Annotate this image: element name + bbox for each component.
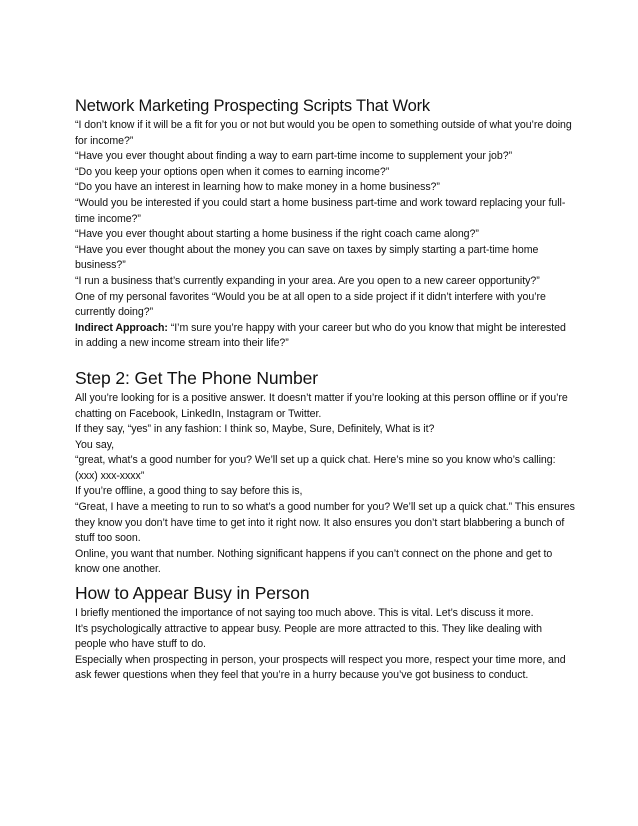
section-phone-number [75,367,575,578]
script-paragraph: “Do you keep your options open when it comes to earning income?” [75,165,390,178]
body-paragraph: If you’re offline, a good thing to say before this is, [75,485,303,498]
script-paragraph: “Have you ever thought about starting a home business if the right coach came along?” [75,228,479,241]
indirect-approach-text: “I’m sure you’re happy with your career but who do you know that might be interested in adding a new income stream into their life?” [75,321,566,350]
script-paragraph: One of my personal favorites “Would you be at all open to a side project if it didn’t interfere with you’re currently doing?” [75,290,546,319]
section-heading: Step 2: Get The Phone Number [75,367,318,388]
body-paragraph: I briefly mentioned the importance of not saying too much above. This is vital. Let’s discuss it more. [75,607,534,620]
script-paragraph: “Have you ever thought about finding a way to earn part-time income to supplement your job?” [75,150,513,163]
script-paragraph: “Have you ever thought about the money you can save on taxes by simply starting a part-time home business?” [75,243,539,272]
body-paragraph: All you’re looking for is a positive answer. It doesn’t matter if you’re looking at this person offline or if you’re chatting on Facebook, LinkedIn, Instagram or Twitter. [75,391,568,420]
script-paragraph: “Would you be interested if you could start a home business part-time and work toward replacing your full-time income?” [75,196,566,225]
script-paragraph: “I run a business that’s currently expanding in your area. Are you open to a new career opportunity?” [75,274,540,287]
body-paragraph: If they say, “yes” in any fashion: I think so, Maybe, Sure, Definitely, What is it? [75,423,435,436]
body-paragraph: Especially when prospecting in person, your prospects will respect you more, respect your time more, and ask fewer questions when they feel that you’re in a hurry because you’ve got business to conduct. [75,653,566,682]
document-page [75,96,575,684]
section-appear-busy [75,582,575,684]
body-paragraph: “Great, I have a meeting to run to so what’s a good number for you? We’ll set up a quick chat.” This ensures they know you don’t have time to get into it right now. It also ensures you don’t start blabbering a bunch of stuff too soon. [75,501,575,545]
body-paragraph: “great, what’s a good number for you? We’ll set up a quick chat. Here’s mine so you know who’s calling: (xxx) xxx-xxxx” [75,454,556,482]
script-paragraph: “Do you have an interest in learning how to make money in a home business?” [75,181,440,194]
body-paragraph: You say, [75,438,115,451]
indirect-approach-label: Indirect Approach: [75,321,168,334]
body-paragraph: Online, you want that number. Nothing significant happens if you can’t connect on the phone and get to know one another. [75,547,553,576]
section-scripts [75,96,575,352]
section-heading: Network Marketing Prospecting Scripts That Work [75,97,430,115]
body-paragraph: It’s psychologically attractive to appear busy. People are more attracted to this. They like dealing with people who have stuff to do. [75,622,543,651]
script-paragraph: “I don’t know if it will be a fit for you or not but would you be open to something outside of what you’re doing for income?” [75,119,572,147]
section-heading: How to Appear Busy in Person [75,583,310,604]
indirect-approach-paragraph [75,321,575,352]
